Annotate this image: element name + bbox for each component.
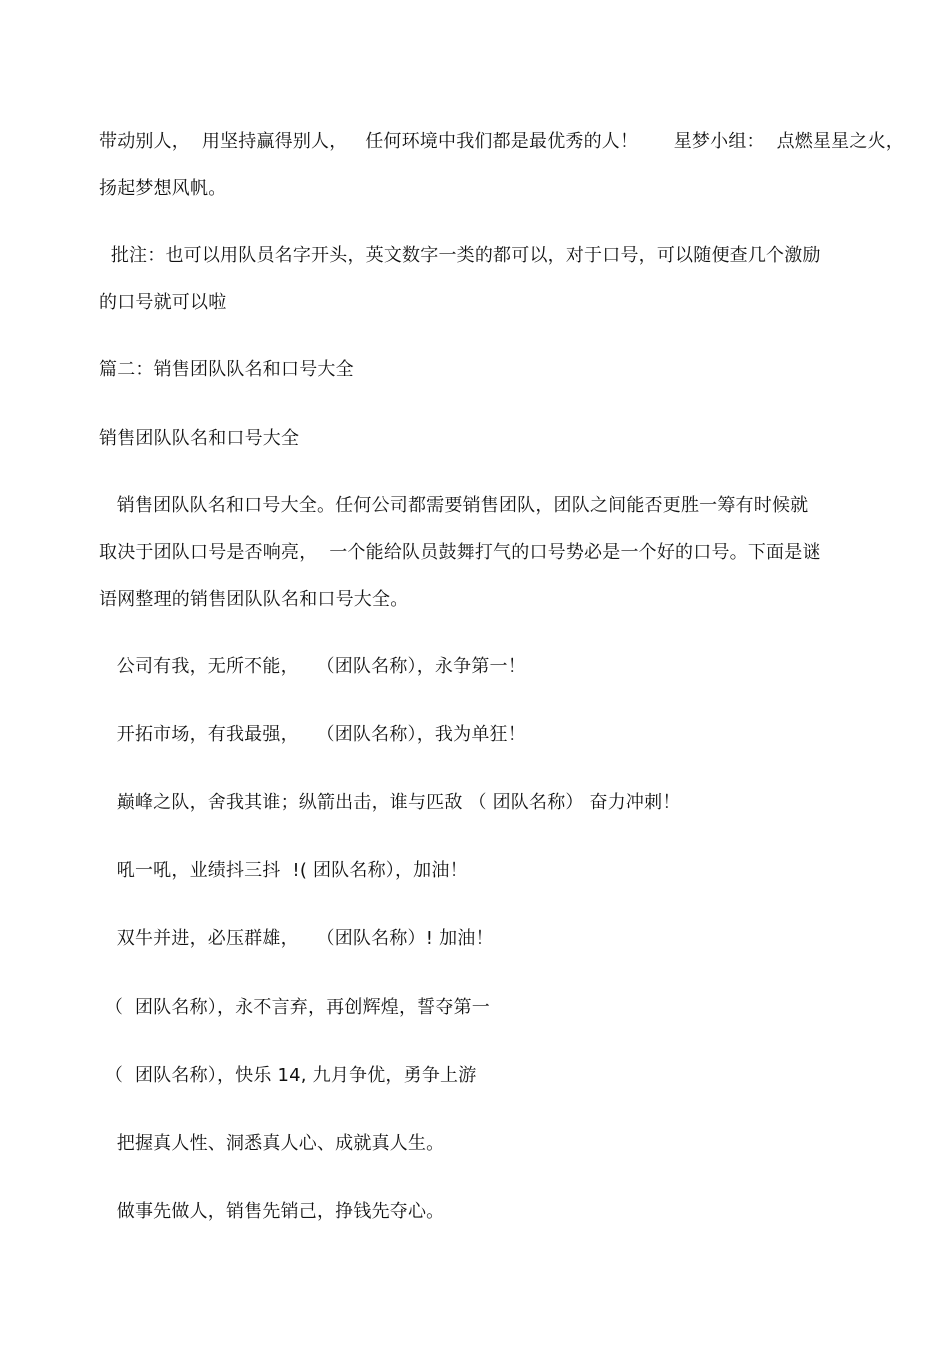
article-title: 销售团队队名和口号大全	[99, 428, 300, 449]
slogan-5: 双牛并进，必压群雄， （团队名称）! 加油！	[99, 928, 494, 949]
intro-line-3: 语网整理的销售团队队名和口号大全。	[99, 589, 409, 610]
annotation-line-1: 批注：也可以用队员名字开头，英文数字一类的都可以，对于口号，可以随便查几个激励	[99, 245, 821, 266]
annotation-line-2: 的口号就可以啦	[99, 292, 227, 313]
intro-line-2: 取决于团队口号是否响亮， 一个能给队员鼓舞打气的口号势必是一个好的口号。下面是谜	[99, 542, 821, 563]
slogan-8: 把握真人性、洞悉真人心、成就真人生。	[99, 1133, 445, 1154]
slogan-3: 巅峰之队，舍我其谁；纵箭出击，谁与匹敌 （ 团队名称） 奋力冲刺！	[99, 792, 681, 813]
text-line-1: 带动别人， 用坚持赢得别人， 任何环境中我们都是最优秀的人！ 星梦小组： 点燃星星之火，	[99, 131, 904, 152]
intro-line-1: 销售团队队名和口号大全。任何公司都需要销售团队，团队之间能否更胜一筹有时候就	[99, 495, 809, 516]
text-line-2: 扬起梦想风帆。	[99, 178, 227, 199]
section-heading: 篇二：销售团队队名和口号大全	[99, 359, 354, 380]
slogan-2: 开拓市场，有我最强， （团队名称），我为单狂！	[99, 724, 526, 745]
slogan-9: 做事先做人，销售先销己，挣钱先夺心。	[99, 1201, 445, 1222]
slogan-1: 公司有我，无所不能， （团队名称），永争第一！	[99, 656, 526, 677]
slogan-4: 吼一吼，业绩抖三抖 !( 团队名称），加油！	[99, 860, 468, 881]
slogan-7: （ 团队名称），快乐 14, 九月争优，勇争上游	[99, 1065, 477, 1086]
slogan-6: （ 团队名称），永不言弃，再创辉煌，誓夺第一	[99, 997, 490, 1018]
